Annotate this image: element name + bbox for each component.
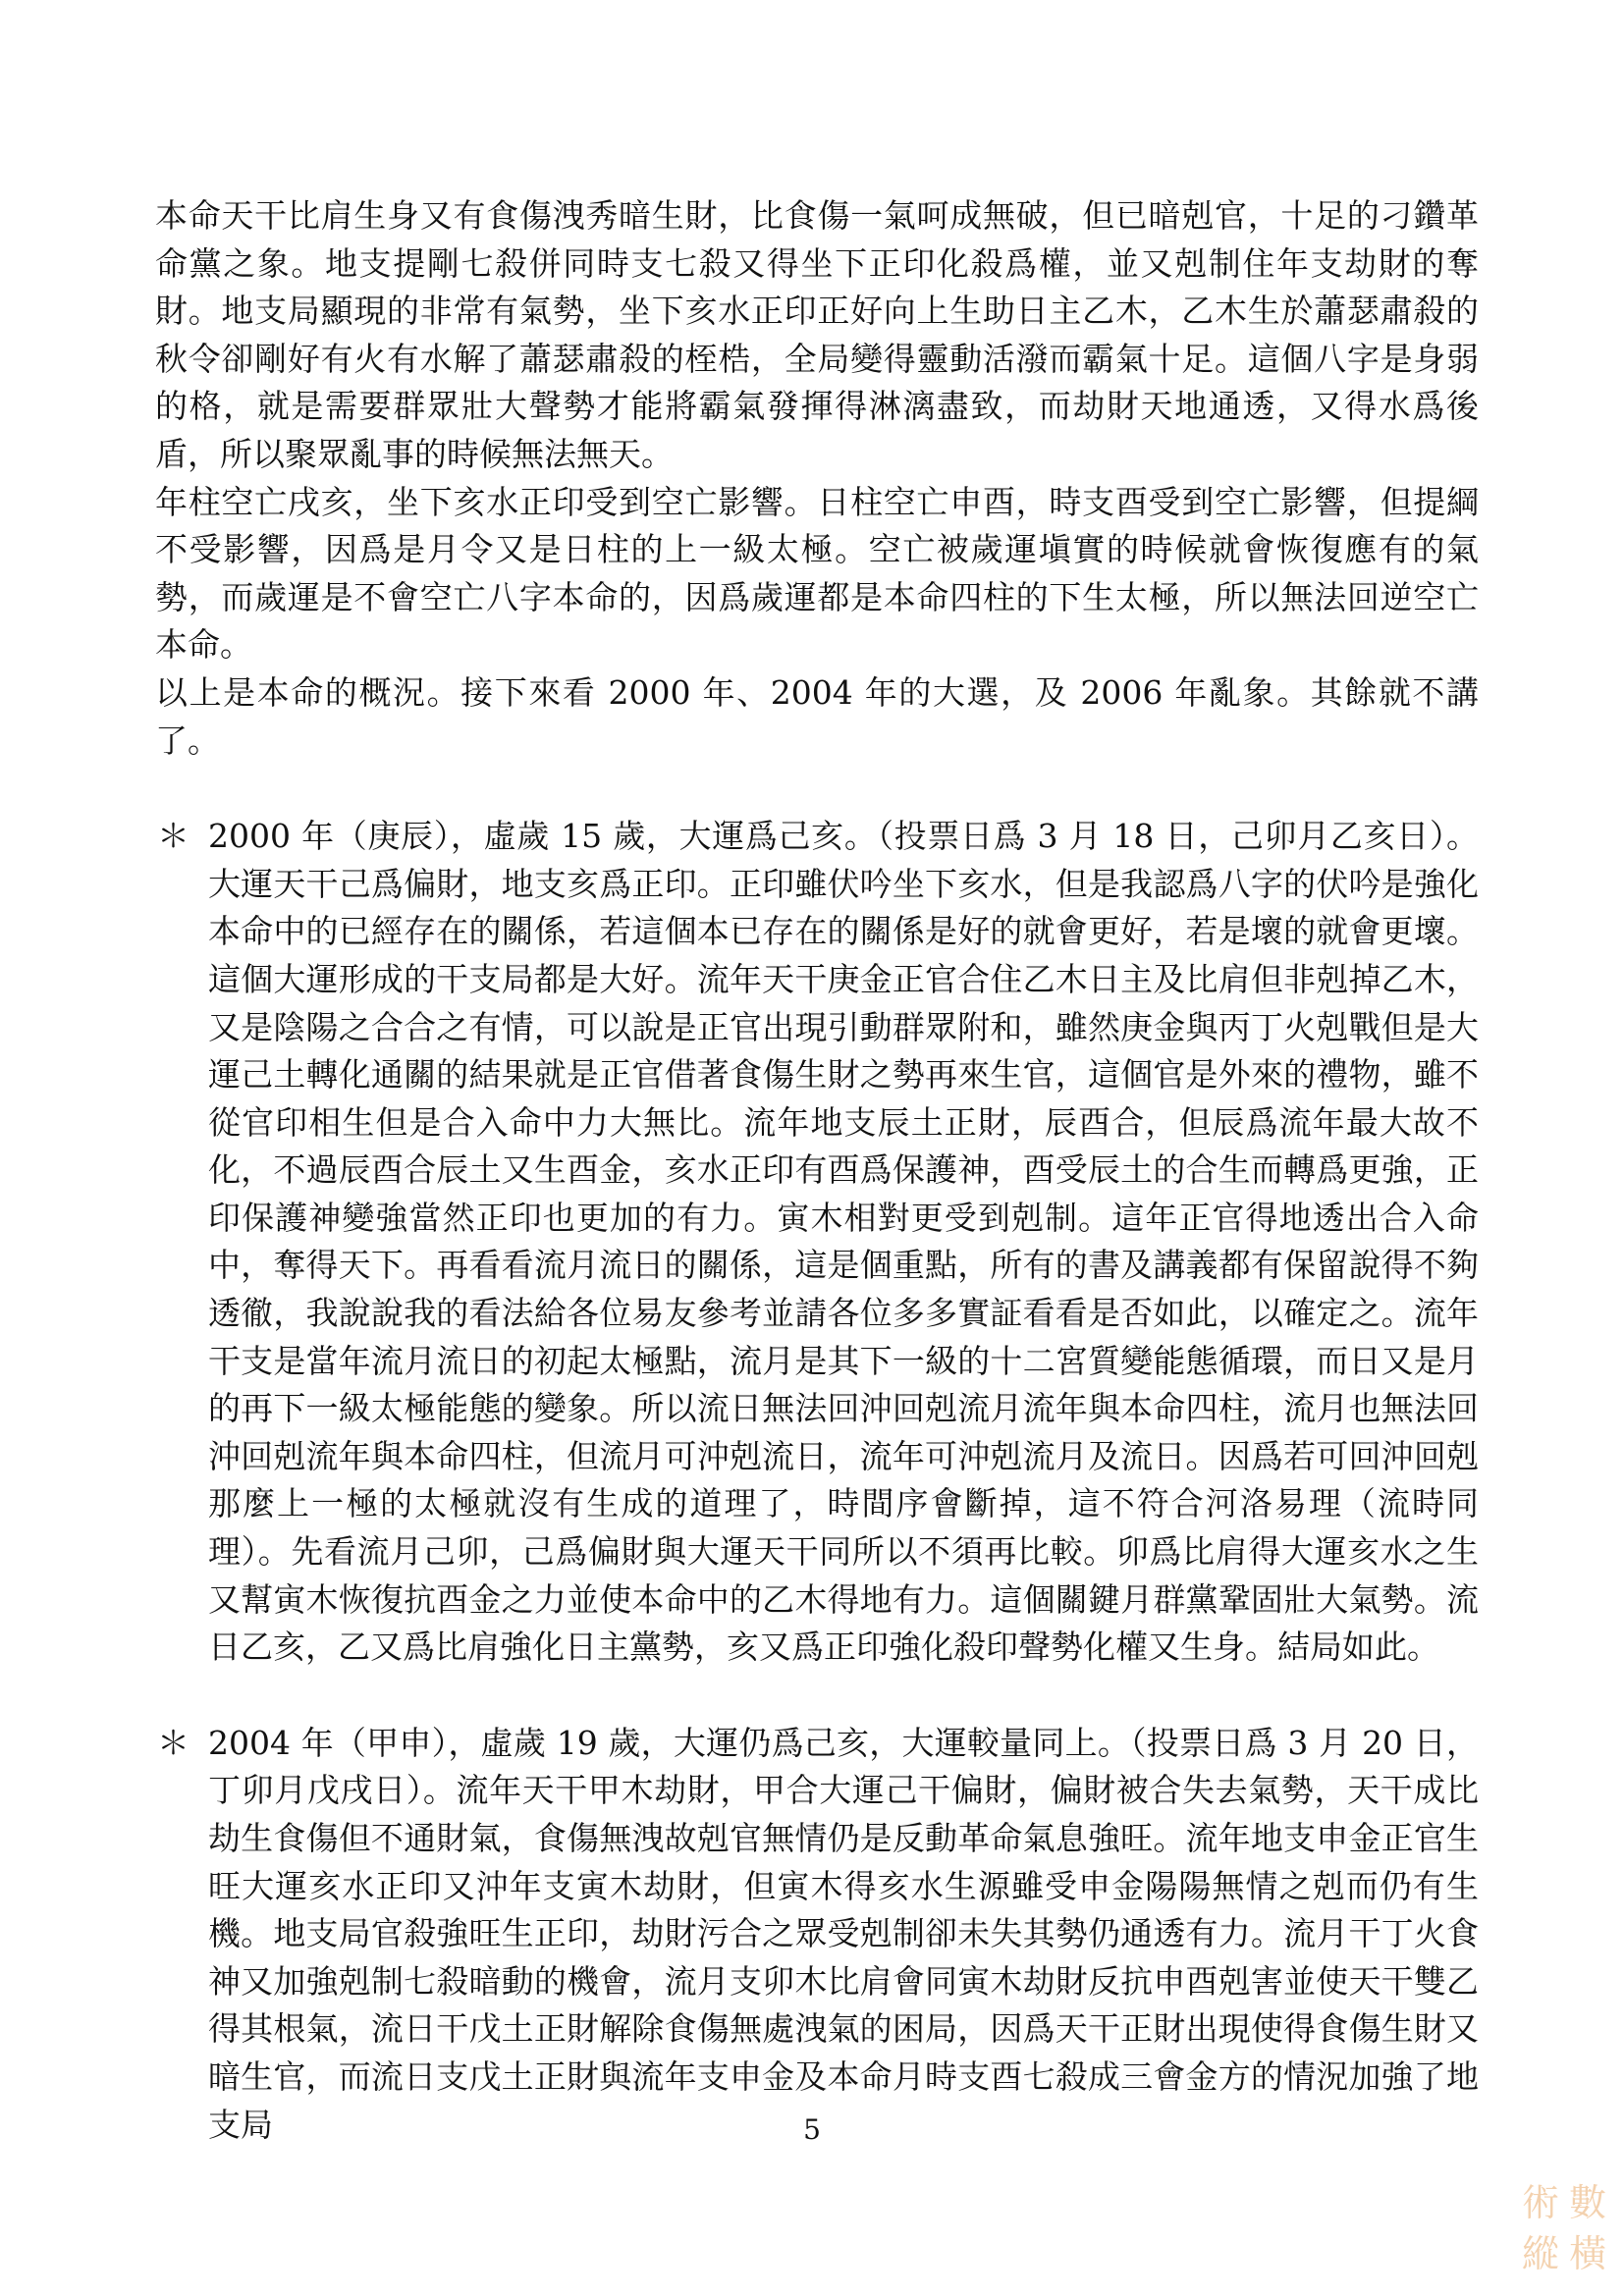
bullet-text-2004: 2004 年（甲申），虛歲 19 歲，大運仍爲己亥，大運較量同上。（投票日爲 3 月 20 日，丁卯月戊戌日）。流年天干甲木劫財，甲合大運己干偏財，偏財被合失去氣勢，天干成比劫生食傷但不通財氣，食傷無洩故剋官無情仍是反動革命氣息強旺。流年地支申金正官生旺大運亥水正印又沖年支寅木劫財，但寅木得亥水生源雖受申金陽陽無情之剋而仍有生機。地支局官殺強旺生正印，劫財污合之眾受剋制卻未失其勢仍通透有力。流月干丁火食神又加強剋制七殺暗動的機會，流月支卯木比肩會同寅木劫財反抗申酉剋害並使天干雙乙得其根氣，流日干戊土正財解除食傷無處洩氣的困局，因爲天干正財出現使得食傷生財又暗生官，而流日支戊土正財與流年支申金及本命月時支酉七殺成三會金方的情況加強了地支局	[208, 1723, 1479, 2144]
paragraph-chart-overview: 本命天干比肩生身又有食傷洩秀暗生財，比食傷一氣呵成無破，但已暗剋官，十足的刁鑽革命黨之象。地支提剛七殺併同時支七殺又得坐下正印化殺爲權，並又剋制住年支劫財的奪財。地支局顯現的非常有氣勢，坐下亥水正印正好向上生助日主乙木，乙木生於蕭瑟肅殺的秋令卻剛好有火有水解了蕭瑟肅殺的桎梏，全局變得靈動活潑而霸氣十足。這個八字是身弱的格，就是需要群眾壯大聲勢才能將霸氣發揮得淋漓盡致，而劫財天地通透，又得水爲後盾，所以聚眾亂事的時候無法無天。	[155, 196, 1479, 473]
bullet-item-2000	[155, 813, 1479, 1672]
watermark-char: 縱	[1521, 2232, 1559, 2275]
paragraph-spacer	[155, 1672, 1479, 1720]
watermark-stamp	[1517, 2179, 1611, 2281]
bullet-text-2000: 2000 年（庚辰），虛歲 15 歲，大運爲己亥。（投票日爲 3 月 18 日，己卯月乙亥日）。大運天干己爲偏財，地支亥爲正印。正印雖伏吟坐下亥水，但是我認爲八字的伏吟是強化本命中的已經存在的關係，若這個本已存在的關係是好的就會更好，若是壞的就會更壞。這個大運形成的干支局都是大好。流年天干庚金正官合住乙木日主及比肩但非剋掉乙木，又是陰陽之合合之有情，可以說是正官出現引動群眾附和，雖然庚金與丙丁火剋戰但是大運己土轉化通關的結果就是正官借著食傷生財之勢再來生官，這個官是外來的禮物，雖不從官印相生但是合入命中力大無比。流年地支辰土正財，辰酉合，但辰爲流年最大故不化，不過辰酉合辰土又生酉金，亥水正印有酉爲保護神，酉受辰土的合生而轉爲更強，正印保護神變強當然正印也更加的有力。寅木相對更受到剋制。這年正官得地透出合入命中，奪得天下。再看看流月流日的關係，這是個重點，所有的書及講義都有保留說得不夠透徹，我說說我的看法給各位易友參考並請各位多多實証看看是否如此，以確定之。流年干支是當年流月流日的初起太極點，流月是其下一級的十二宮質變能態循環，而日又是月的再下一級太極能態的變象。所以流日無法回沖回剋流月流年與本命四柱，流月也無法回沖回剋流年與本命四柱，但流月可沖剋流日，流年可沖剋流月及流日。因爲若可回沖回剋那麼上一極的太極就沒有生成的道理了，時間序會斷掉，這不符合河洛易理（流時同理）。先看流月己卯，己爲偏財與大運天干同所以不須再比較。卯爲比肩得大運亥水之生又幫寅木恢復抗酉金之力並使本命中的乙木得地有力。這個關鍵月群黨鞏固壯大氣勢。流日乙亥，乙又爲比肩強化日主黨勢，亥又爲正印強化殺印聲勢化權又生身。結局如此。	[208, 817, 1479, 1667]
paragraph-kongwang: 年柱空亡戌亥，坐下亥水正印受到空亡影響。日柱空亡申酉，時支酉受到空亡影響，但提綱不受影響，因爲是月令又是日柱的上一級太極。空亡被歲運塡實的時候就會恢復應有的氣勢，而歲運是不會空亡八字本命的，因爲歲運都是本命四柱的下生太極，所以無法回逆空亡本命。	[155, 482, 1479, 665]
watermark-char: 橫	[1568, 2232, 1606, 2275]
bullet-item-2004	[155, 1720, 1479, 2149]
bullet-asterisk-icon: ＊	[157, 817, 189, 856]
paragraph-summary: 以上是本命的概況。接下來看 2000 年、2004 年的大選，及 2006 年亂象。其餘就不講了。	[155, 672, 1479, 760]
paragraph-spacer	[155, 765, 1479, 813]
watermark-char: 數	[1568, 2181, 1606, 2224]
body-text	[155, 192, 1479, 2149]
page-number: 5	[803, 2113, 821, 2146]
bullet-asterisk-icon: ＊	[157, 1723, 189, 1762]
watermark-char: 術	[1521, 2181, 1559, 2224]
